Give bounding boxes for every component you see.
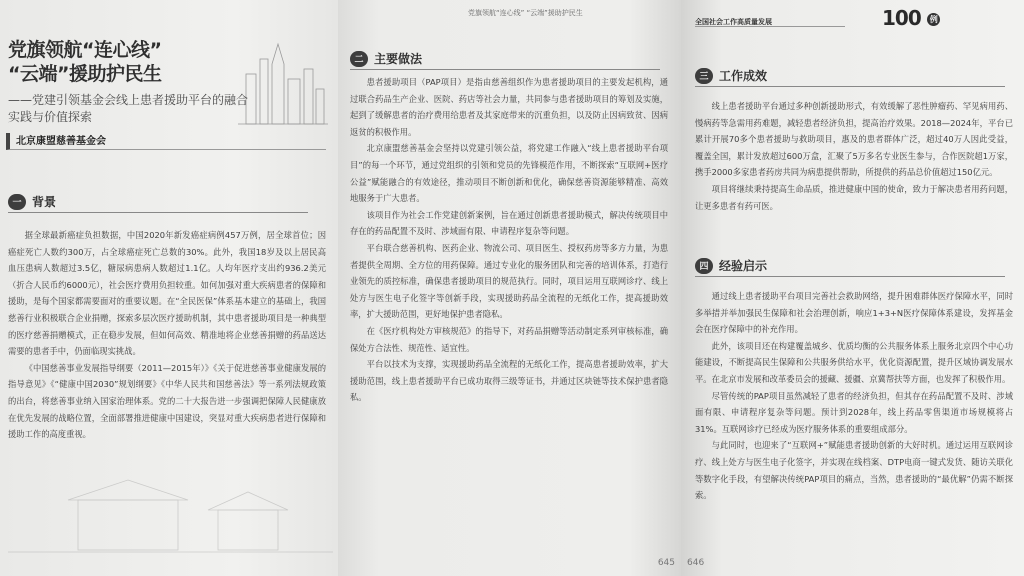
section-heading-lessons bbox=[695, 257, 767, 274]
section-number-badge: 四 bbox=[695, 258, 713, 274]
section-heading-background bbox=[8, 193, 56, 210]
paragraph: 患者援助项目（PAP项目）是指由慈善组织作为患者援助项目的主要发起机构，通过联合药品生产企业、医院、药店等社会力量，共同参与患者援助项目的筹划及实施，起到了缓解患者的治疗费用给患者及其家庭带来的沉重负担，以及防止因病致贫、因病返贫的积极作用。 bbox=[350, 77, 668, 137]
paragraph: 尽管传统的PAP项目虽然减轻了患者的经济负担，但其存在药品配置不及时、涉域面有限、申请程序复杂等问题。预计到2028年，线上药品零售渠道市场规模将占31%。互联网诊疗已经成为医疗服务体系的重要组成部分。 bbox=[695, 390, 1013, 434]
running-head-rule bbox=[695, 26, 845, 27]
series-logo bbox=[882, 6, 940, 30]
paragraph: 北京康盟慈善基金会坚持以党建引领公益，将党建工作融入“线上患者援助平台项目”的每一个环节，通过党组织的引领和党员的先锋模范作用，不断探索“互联网+医疗公益”赋能融合的有效途径，推动项目不断创新和优化，确保慈善资源能够精准、高效地服务于广大患者。 bbox=[350, 143, 668, 204]
paragraph: 与此同时，也迎来了“互联网+”赋能患者援助创新的大好时机。通过运用互联网诊疗、线上处方与医生电子化签字，并实现在线档案、DTP电商一键式发货、随访关联化等数字化手段，有望解决传统PAP项目的痛点，当然，患者援助的“最优解”仍需不断探索。 bbox=[695, 440, 1013, 501]
section-divider bbox=[695, 276, 1005, 277]
section-title: 主要做法 bbox=[374, 52, 423, 66]
organization-name: 北京康盟慈善基金会 bbox=[6, 133, 326, 150]
subtitle-line-2: 实践与价值探索 bbox=[8, 110, 93, 124]
section-divider bbox=[350, 69, 660, 70]
paragraph: 平台联合慈善机构、医药企业、物流公司、项目医生、授权药房等多方力量，为患者提供全周期、全方位的用药保障。通过专业化的服务团队和完善的培训体系，打造行业领先的质控标准，确保患者援助项目的规范执行。同时，项目运用互联网诊疗、线上处方与医生电子化签字等创新手段，实现援助药品全流程的无纸化工作，提高援助效率，扩大援助范围，更好地保护患者隐私。 bbox=[350, 242, 668, 320]
series-logo-suffix: 例 bbox=[927, 13, 940, 26]
paragraph: 通过线上患者援助平台项目完善社会救助网络，提升困难群体医疗保障水平，同时多举措并举加强民生保障和社会治理创新，响应1+3+N医疗保障体系建设，发挥基金会在医疗保障中的补充作用。 bbox=[695, 291, 1013, 335]
section-title: 工作成效 bbox=[719, 69, 768, 83]
title-line-2: “云端”援助护民生 bbox=[8, 63, 162, 85]
running-head: 全国社会工作高质量发展 bbox=[695, 18, 772, 26]
title-line-1: 党旗领航“连心线” bbox=[8, 39, 162, 61]
section-heading-results bbox=[695, 67, 767, 84]
paragraph: 据全球最新癌症负担数据，中国2020年新发癌症病例457万例，居全球首位；因癌症死亡人数约300万，占全球癌症死亡总数的30%。此外，我国18岁及以上居民高血压患病人数超过3.5亿，糖尿病患病人数超过1.1亿。人均年医疗支出约936.2美元（折合人民币约6000元），社会医疗费用负担较重。如何加强对重大疾病患者的保障和援助，是每个国家都需要面对的重要议题。在“全民医保”体系基本建立的基础上，我国慈善行业积极联合企业捐赠，探索多层次医疗援助机制，其中患者援助项目是一种典型的医疗慈善捐赠模式，正在稳步发展，但如何高效、精准地将企业慈善捐赠的药品送达需要的患者手中，仍面临现实挑战。 bbox=[8, 230, 326, 357]
background-text bbox=[8, 227, 326, 443]
section-title: 经验启示 bbox=[719, 259, 768, 273]
paragraph: 此外，该项目还在构建覆盖城乡、优质均衡的公共服务体系上服务北京四个中心功能建设，不断提高民生保障和公共服务供给水平，优化资源配置，提升区域协调发展水平。在北京市发展和改革委员会的援藏、援疆、京冀帮扶等方面，也发挥了积极作用。 bbox=[695, 340, 1013, 384]
section-title: 背景 bbox=[32, 195, 57, 209]
paragraph: 在《医疗机构处方审核规范》的指导下，对药品捐赠等活动制定系列审核标准，确保处方合法性、规范性、适宜性。 bbox=[350, 325, 668, 353]
lessons-text bbox=[695, 288, 1013, 504]
paragraph: 线上患者援助平台通过多种创新援助形式，有效缓解了恶性肿瘤药、罕见病用药、慢病药等急需用药难题，减轻患者经济负担，提高治疗效果。2018—2024年，平台已累计开展70多个患者援助与救助项目，惠及的患者群体广泛，超过40万人因此受益，覆盖全国，累计发放超过600万盒，汇聚了5万多名专业医生参与，合作医院超1万家，携手2000多家患者药房共同为病患提供帮助，所提供的药品总价值超过150亿元。 bbox=[695, 101, 1013, 178]
running-head: 党旗领航“连心线” “云端”援助护民生 bbox=[468, 9, 583, 17]
page-number: 646 bbox=[687, 558, 705, 568]
section-number-badge: 二 bbox=[350, 51, 368, 67]
section-heading-main-practices bbox=[350, 50, 422, 67]
paragraph: 平台以技术为支撑，实现援助药品全流程的无纸化工作，提高患者援助效率，扩大援助范围，线上患者援助平台已成功取得三级等证书，并通过区块链等技术保护患者隐私。 bbox=[350, 359, 668, 403]
landmark-watermark bbox=[8, 430, 333, 570]
section-number-badge: 一 bbox=[8, 194, 26, 210]
section-divider bbox=[8, 212, 308, 213]
results-text bbox=[695, 98, 1013, 214]
main-practices-text bbox=[350, 74, 668, 406]
section-divider bbox=[695, 86, 1005, 87]
page-number: 645 bbox=[657, 558, 675, 568]
page-right bbox=[681, 0, 1024, 576]
article-subtitle bbox=[8, 92, 258, 126]
paragraph: 该项目作为社会工作党建创新案例，旨在通过创新患者援助模式，解决传统项目中存在的药品配置不及时、涉域面有限、申请程序复杂等问题。 bbox=[350, 209, 668, 237]
section-number-badge: 三 bbox=[695, 68, 713, 84]
subtitle-line-1: ——党建引领基金会线上患者援助平台的融合 bbox=[8, 93, 249, 107]
page-middle bbox=[338, 0, 681, 576]
paragraph: 项目将继续秉持提高生命品质，推进健康中国的使命，致力于解决患者用药问题，让更多患者有药可医。 bbox=[695, 183, 1013, 211]
paragraph: 《中国慈善事业发展指导纲要（2011—2015年）》《关于促进慈善事业健康发展的指导意见》《“健康中国2030”规划纲要》《中华人民共和国慈善法》等一系列法规政策的出台，将慈善事业纳入国家治理体系。党的二十大报告进一步强调把保障人民健康放在优先发展的战略位置，全面部署推进健康中国建设，突显对重大疾病患者进行保障和援助工作的高度重视。 bbox=[8, 362, 326, 440]
article-title bbox=[8, 38, 238, 86]
series-logo-number: 100 bbox=[882, 6, 921, 30]
page-left bbox=[0, 0, 338, 576]
